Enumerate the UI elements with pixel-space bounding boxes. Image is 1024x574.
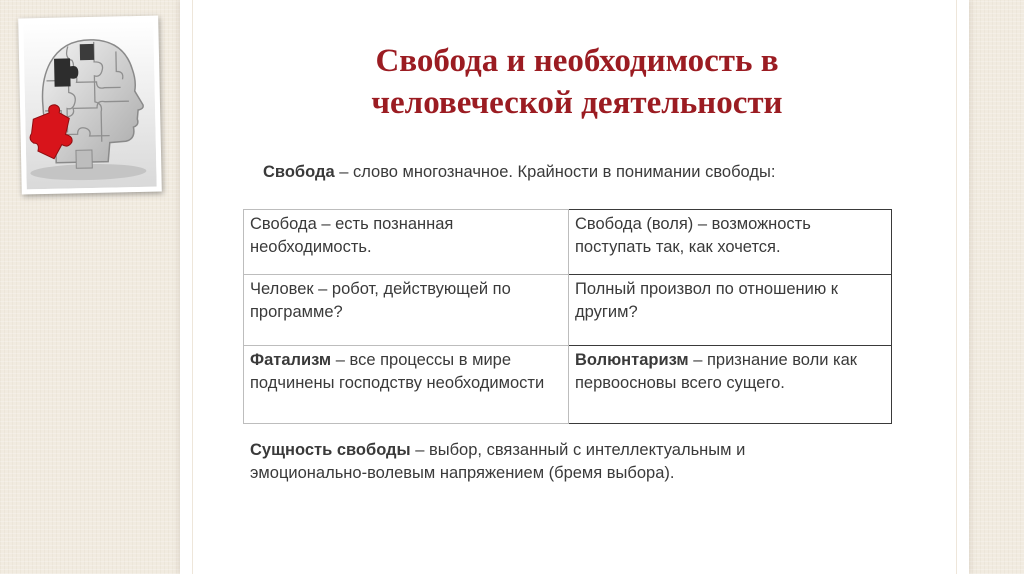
cell-text: Свобода (воля) – возможность поступать так, как хочется. [575,215,811,256]
title-line-2: человеческой деятельности [371,85,783,121]
table-cell [244,346,569,424]
title-line-1: Свобода и необходимость в [375,43,779,79]
summary-text [250,439,860,485]
table-cell [244,210,569,275]
intro-text [263,163,775,182]
table-row [244,275,892,346]
table-cell [569,275,892,346]
table-cell [569,210,892,275]
freedom-extremes-table [243,209,892,424]
cell-text: – все процессы в мире подчинены господству необходимости [250,351,545,392]
cell-text: – признание воли как первоосновы всего сущего. [575,351,858,392]
table-cell [569,346,892,424]
cell-term: Фатализм [250,351,332,369]
cell-term: Волюнтаризм [575,351,689,369]
cell-text: Свобода – есть познанная необходимость. [250,215,454,256]
puzzle-head-icon [23,21,156,190]
summary-body: – выбор, связанный с интеллектуальным и эмоционально-волевым напряжением (бремя выбора). [250,441,746,482]
table-row [244,346,892,424]
intro-body: – слово многозначное. Крайности в понимании свободы: [334,163,776,181]
puzzle-head-photo [18,16,162,195]
summary-term: Сущность свободы [250,441,411,459]
table-row [244,210,892,275]
slide-title [260,40,894,124]
table-cell [244,275,569,346]
cell-text: Полный произвол по отношению к другим? [575,280,839,321]
intro-term: Свобода [263,163,335,181]
cell-text: Человек – робот, действующей по программе? [250,280,511,321]
